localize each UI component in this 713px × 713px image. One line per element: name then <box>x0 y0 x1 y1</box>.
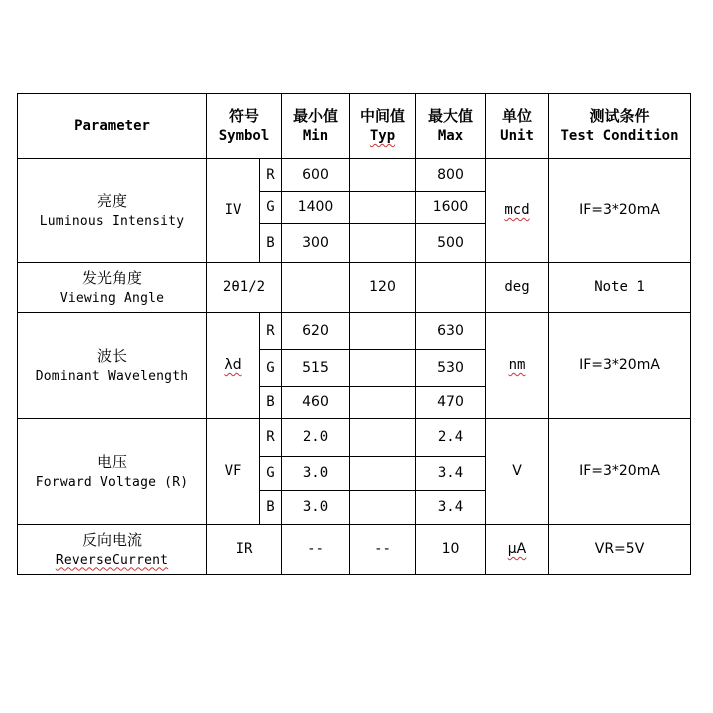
condition-voltage: IF=3*20mA <box>549 419 691 525</box>
condition-viewing: Note 1 <box>549 263 691 313</box>
typ-value <box>350 457 416 491</box>
param-voltage-en: Forward Voltage (R) <box>35 474 189 490</box>
header-typ-en: Typ <box>369 128 396 145</box>
header-max <box>416 94 486 159</box>
color-label: R <box>260 419 282 457</box>
color-label: R <box>260 313 282 350</box>
typ-value: -- <box>350 525 416 575</box>
header-condition-en: Test Condition <box>560 128 679 145</box>
symbol-reverse: IR <box>207 525 282 575</box>
param-viewing <box>18 263 207 313</box>
max-value <box>416 263 486 313</box>
unit-reverse <box>486 525 549 575</box>
condition-wavelength: IF=3*20mA <box>549 313 691 419</box>
max-value: 800 <box>416 159 486 192</box>
max-value: 630 <box>416 313 486 350</box>
symbol-viewing: 2θ1/2 <box>207 263 282 313</box>
min-value: -- <box>282 525 350 575</box>
unit-luminous-text: mcd <box>504 202 530 219</box>
color-label: R <box>260 159 282 192</box>
unit-wavelength <box>486 313 549 419</box>
specification-table <box>17 93 691 575</box>
header-row <box>18 94 691 159</box>
condition-luminous: IF=3*20mA <box>549 159 691 263</box>
color-label: G <box>260 192 282 224</box>
header-typ-zh: 中间值 <box>360 107 406 126</box>
typ-value <box>350 313 416 350</box>
min-value: 300 <box>282 224 350 263</box>
min-value: 3.0 <box>282 491 350 525</box>
header-unit <box>486 94 549 159</box>
typ-value <box>350 159 416 192</box>
param-wavelength-en: Dominant Wavelength <box>35 368 189 384</box>
min-value <box>282 263 350 313</box>
unit-luminous <box>486 159 549 263</box>
unit-wavelength-text: nm <box>508 357 526 374</box>
header-parameter <box>18 94 207 159</box>
header-min-zh: 最小值 <box>293 107 339 126</box>
max-value: 470 <box>416 387 486 419</box>
typ-value <box>350 350 416 387</box>
min-value: 620 <box>282 313 350 350</box>
param-wavelength <box>18 313 207 419</box>
typ-value: 120 <box>350 263 416 313</box>
param-reverse <box>18 525 207 575</box>
unit-voltage: V <box>486 419 549 525</box>
header-condition <box>549 94 691 159</box>
symbol-wavelength-text: λd <box>224 357 242 374</box>
max-value: 2.4 <box>416 419 486 457</box>
color-label: G <box>260 350 282 387</box>
param-luminous-en: Luminous Intensity <box>39 213 185 229</box>
param-viewing-zh: 发光角度 <box>81 268 142 287</box>
max-value: 530 <box>416 350 486 387</box>
param-reverse-en: ReverseCurrent <box>55 552 169 568</box>
unit-reverse-text: μA <box>507 541 527 558</box>
header-condition-zh: 测试条件 <box>589 107 650 126</box>
param-voltage-zh: 电压 <box>96 452 127 471</box>
min-value: 600 <box>282 159 350 192</box>
max-value: 10 <box>416 525 486 575</box>
table-row <box>18 525 691 575</box>
min-value: 3.0 <box>282 457 350 491</box>
min-value: 2.0 <box>282 419 350 457</box>
min-value: 1400 <box>282 192 350 224</box>
max-value: 1600 <box>416 192 486 224</box>
typ-value <box>350 224 416 263</box>
unit-viewing: deg <box>486 263 549 313</box>
header-unit-zh: 单位 <box>502 107 533 126</box>
symbol-voltage: VF <box>207 419 260 525</box>
header-typ <box>350 94 416 159</box>
header-unit-en: Unit <box>500 128 534 145</box>
symbol-luminous: IV <box>207 159 260 263</box>
color-label: B <box>260 387 282 419</box>
color-label: B <box>260 491 282 525</box>
typ-value <box>350 192 416 224</box>
typ-value <box>350 387 416 419</box>
table-row <box>18 313 691 350</box>
typ-value <box>350 491 416 525</box>
max-value: 3.4 <box>416 457 486 491</box>
header-symbol-en: Symbol <box>218 128 270 145</box>
header-symbol <box>207 94 282 159</box>
header-min-en: Min <box>302 128 329 145</box>
header-max-en: Max <box>437 128 464 145</box>
header-symbol-zh: 符号 <box>229 107 260 126</box>
header-parameter-label: Parameter <box>74 117 150 134</box>
symbol-wavelength <box>207 313 260 419</box>
param-luminous-zh: 亮度 <box>96 191 127 210</box>
param-luminous <box>18 159 207 263</box>
max-value: 500 <box>416 224 486 263</box>
color-label: G <box>260 457 282 491</box>
min-value: 460 <box>282 387 350 419</box>
table-row <box>18 263 691 313</box>
typ-value <box>350 419 416 457</box>
max-value: 3.4 <box>416 491 486 525</box>
header-min <box>282 94 350 159</box>
param-voltage <box>18 419 207 525</box>
header-max-zh: 最大值 <box>428 107 474 126</box>
min-value: 515 <box>282 350 350 387</box>
param-reverse-zh: 反向电流 <box>81 530 142 549</box>
table-row <box>18 159 691 192</box>
table-row <box>18 419 691 457</box>
param-viewing-en: Viewing Angle <box>59 290 165 306</box>
condition-reverse: VR=5V <box>549 525 691 575</box>
color-label: B <box>260 224 282 263</box>
param-wavelength-zh: 波长 <box>96 346 127 365</box>
